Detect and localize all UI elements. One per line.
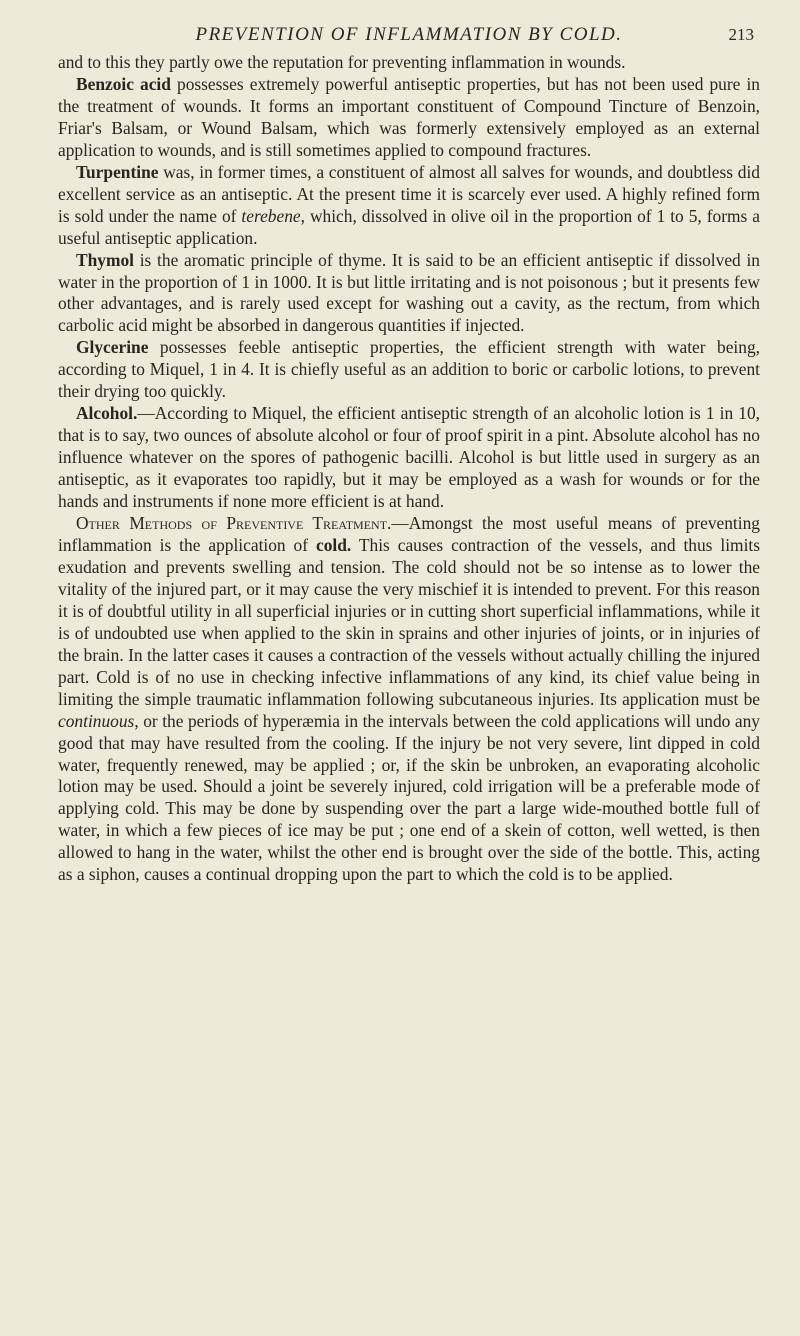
- page-number: 213: [728, 25, 754, 44]
- paragraph-alcohol: [58, 403, 760, 513]
- paragraph-other-methods: [58, 513, 760, 886]
- paragraph-text: —According to Miquel, the efficient antiseptic strength of an alcoholic lotion is 1 in 10, that is to say, two ounces of absolute alcohol or four of proof spirit in a pint. Absolute alcohol has no influence whatever on the spores of pathogenic bacilli. Alcohol is but little used in surgery as an antiseptic, as it evaporates too rapidly, but it may be employed as a wash for wounds or for the hands and instruments if none more efficient is at hand.: [58, 403, 760, 512]
- running-title: PREVENTION OF INFLAMMATION BY COLD.: [195, 24, 623, 45]
- paragraph-thymol: [58, 250, 760, 338]
- paragraph-text: is the aromatic principle of thyme. It is said to be an efficient antiseptic if dissolved in water in the proportion of 1 in 1000. It is but little irritating and is not poisonous ; but it presents few other advantages, and is rarely used except for washing out a cavity, as the rectum, from which carbolic acid might be absorbed in dangerous quantities if injected.: [58, 249, 760, 336]
- italic-terebene: terebene: [241, 205, 301, 226]
- paragraph-text: , or the periods of hyperæmia in the intervals between the cold applications will undo any good that may have resulted from the cooling. If the injury be not very severe, lint dipped in cold water, frequently renewed, may be applied ; or, if the skin be unbroken, an evaporating alcoholic lotion may be used. Should a joint be severely injured, cold irrigation will be a preferable mode of applying cold. This may be done by suspending over the part a large wide-mouthed bottle full of water, in which a few pieces of ice may be put ; one end of a skein of cotton, well wetted, is then allowed to hang in the water, whilst the other end is brought over the side of the bottle. This, acting as a siphon, causes a continual dropping upon the part to which the cold is to be applied.: [58, 710, 760, 885]
- paragraph-continuation: [58, 52, 760, 74]
- paragraph-text: possesses extremely powerful antiseptic properties, but has not been used pure in the treatment of wounds. It forms an important constituent of Compound Tincture of Benzoin, Friar's Balsam, or Wound Balsam, which was formerly extensively employed as an external application to wounds, and is still sometimes applied to compound fractures.: [58, 73, 760, 160]
- paragraph-text: and to this they partly owe the reputation for preventing inflammation in wounds.: [58, 52, 626, 72]
- paragraph-benzoic-acid: [58, 74, 760, 162]
- paragraph-text: , which, dissolved in olive oil in the proportion of 1 to 5, forms a useful antiseptic application.: [58, 205, 761, 248]
- term-turpentine: Turpentine: [76, 161, 159, 182]
- paragraph-text: was, in former times, a constituent of almost all salves for wounds, and doubtless did excellent service as an antiseptic. At the present time it is scarcely ever used. A highly refined form is sold under the name of: [58, 161, 760, 226]
- term-benzoic-acid: Benzoic acid: [76, 73, 171, 94]
- paragraph-text: This causes contraction of the vessels, and thus limits exudation and prevents swelling and tension. The cold should not be so intense as to lower the vitality of the injured part, or it may cause the very mischief it is intended to prevent. For this reason it is of doubtful utility in all superficial injuries or in cutting short superficial inflammations, while it is of undoubted use when applied to the skin in sprains and other injuries of joints, or in injuries of the brain. In the latter cases it causes a contraction of the vessels without actually chilling the injured part. Cold is of no use in checking infective inflammations of any kind, its chief value being in limiting the simple traumatic inflammation following subcutaneous injuries. Its application must be: [58, 534, 761, 709]
- section-heading-other-methods: Other Methods of Preventive Treatment.: [76, 513, 392, 534]
- bold-cold: cold.: [316, 534, 352, 555]
- term-alcohol: Alcohol.: [76, 403, 138, 424]
- paragraph-glycerine: [58, 337, 760, 403]
- running-header: [58, 18, 760, 52]
- paragraph-text: possesses feeble antiseptic properties, the efficient strength with water being, according to Miquel, 1 in 4. It is chiefly useful as an addition to boric or carbolic lotions, to prevent their drying too quickly.: [58, 337, 760, 402]
- paragraph-turpentine: [58, 162, 760, 250]
- paragraph-text: —Amongst the most useful means of preventing inflammation is the application of: [58, 513, 760, 555]
- italic-continuous: continuous: [58, 710, 135, 731]
- term-thymol: Thymol: [76, 249, 134, 270]
- term-glycerine: Glycerine: [76, 337, 149, 358]
- body-text: [58, 52, 760, 886]
